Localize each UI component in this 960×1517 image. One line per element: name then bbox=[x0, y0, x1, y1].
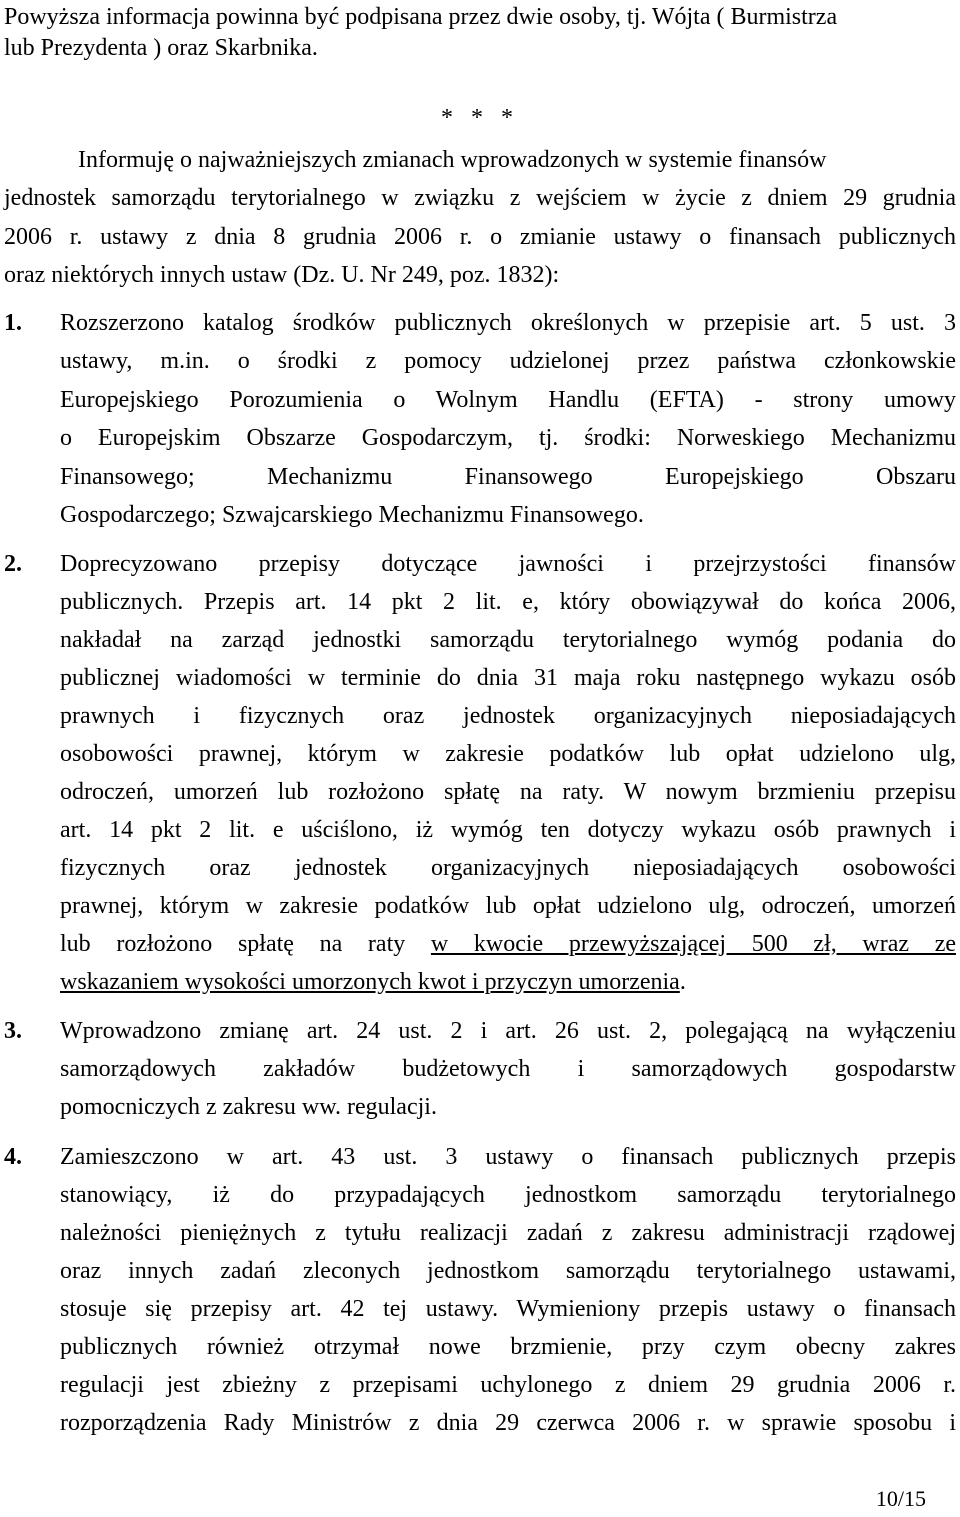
item-2-number: 2. bbox=[4, 551, 22, 577]
item-2-line-underlined-mixed bbox=[60, 929, 956, 959]
item-1-line: Gospodarczego; Szwajcarskiego Mechanizmu Finansowego. bbox=[60, 502, 644, 528]
item-1-line: Rozszerzono katalog środków publicznych określonych w przepisie art. 5 ust. 3 bbox=[60, 310, 956, 336]
item-1-line: Finansowego; Mechanizmu Finansowego Europejskiego Obszaru bbox=[60, 464, 956, 490]
item-1-number: 1. bbox=[4, 310, 22, 336]
header-line-3: 2006 r. ustawy z dnia 8 grudnia 2006 r. o zmianie ustawy o finansach publicznych bbox=[4, 224, 956, 250]
item-2-line: art. 14 pkt 2 lit. e uściślono, iż wymóg ten dotyczy wykazu osób prawnych i bbox=[60, 817, 956, 843]
item-3-line: pomocniczych z zakresu ww. regulacji. bbox=[60, 1094, 437, 1120]
item-4-line: rozporządzenia Rady Ministrów z dnia 29 czerwca 2006 r. w sprawie sposobu i bbox=[60, 1410, 956, 1436]
item-4-number: 4. bbox=[4, 1144, 22, 1170]
item-2-line-tail: . bbox=[679, 969, 686, 995]
item-3-line: samorządowych zakładów budżetowych i samorządowych gospodarstw bbox=[60, 1056, 956, 1082]
header-line-4: oraz niektórych innych ustaw (Dz. U. Nr 249, poz. 1832): bbox=[4, 262, 560, 288]
item-1-line: ustawy, m.in. o środki z pomocy udzielonej przez państwa członkowskie bbox=[60, 348, 956, 374]
item-4-line: Zamieszczono w art. 43 ust. 3 ustawy o finansach publicznych przepis bbox=[60, 1144, 956, 1170]
header-line-2: jednostek samorządu terytorialnego w związku z wejściem w życie z dniem 29 grudnia bbox=[4, 185, 956, 211]
intro-line-1: Powyższa informacja powinna być podpisana przez dwie osoby, tj. Wójta ( Burmistrza bbox=[4, 4, 838, 30]
item-1-line: Europejskiego Porozumienia o Wolnym Handlu (EFTA) - strony umowy bbox=[60, 387, 956, 413]
header-line-1: Informuję o najważniejszych zmianach wprowadzonych w systemie finansów bbox=[78, 147, 827, 173]
item-2-line-plain-part: lub rozłożono spłatę na raty bbox=[60, 931, 431, 957]
item-4-line: stosuje się przepisy art. 42 tej ustawy. Wymieniony przepis ustawy o finansach bbox=[60, 1296, 956, 1322]
item-2-line: nakładał na zarząd jednostki samorządu terytorialnego wymóg podania do bbox=[60, 627, 956, 653]
item-2-line-underlined bbox=[60, 967, 956, 997]
item-4-line: publicznych również otrzymał nowe brzmienie, przy czym obecny zakres bbox=[60, 1334, 956, 1360]
item-3-number: 3. bbox=[4, 1018, 22, 1044]
item-2-line: fizycznych oraz jednostek organizacyjnych nieposiadających osobowości bbox=[60, 855, 956, 881]
item-4-line: należności pieniężnych z tytułu realizacji zadań z zakresu administracji rządowej bbox=[60, 1220, 956, 1246]
item-2-line: prawnych i fizycznych oraz jednostek organizacyjnych nieposiadających bbox=[60, 703, 956, 729]
item-4-line: oraz innych zadań zleconych jednostkom samorządu terytorialnego ustawami, bbox=[60, 1258, 956, 1284]
item-2-line: odroczeń, umorzeń lub rozłożono spłatę na raty. W nowym brzmieniu przepisu bbox=[60, 779, 956, 805]
item-3-line: Wprowadzono zmianę art. 24 ust. 2 i art. 26 ust. 2, polegającą na wyłączeniu bbox=[60, 1018, 956, 1044]
item-2-underlined-part: wskazaniem wysokości umorzonych kwot i przyczyn umorzenia bbox=[60, 969, 680, 995]
item-2-line: Doprecyzowano przepisy dotyczące jawności i przejrzystości finansów bbox=[60, 551, 956, 577]
item-2-line: prawnej, którym w zakresie podatków lub opłat udzielono ulg, odroczeń, umorzeń bbox=[60, 893, 956, 919]
item-2-line: osobowości prawnej, którym w zakresie podatków lub opłat udzielono ulg, bbox=[60, 741, 956, 767]
section-separator: * * * bbox=[441, 105, 519, 131]
item-1-line: o Europejskim Obszarze Gospodarczym, tj. środki: Norweskiego Mechanizmu bbox=[60, 425, 956, 451]
item-2-line: publicznych. Przepis art. 14 pkt 2 lit. e, który obowiązywał do końca 2006, bbox=[60, 589, 956, 615]
page-number: 10/15 bbox=[875, 1486, 926, 1511]
item-2-line: publicznej wiadomości w terminie do dnia 31 maja roku następnego wykazu osób bbox=[60, 665, 956, 691]
item-4-line: regulacji jest zbieżny z przepisami uchylonego z dniem 29 grudnia 2006 r. bbox=[60, 1372, 956, 1398]
item-4-line: stanowiący, iż do przypadających jednostkom samorządu terytorialnego bbox=[60, 1182, 956, 1208]
item-2-underlined-part: w kwocie przewyższającej 500 zł, wraz ze bbox=[430, 931, 957, 957]
intro-line-2: lub Prezydenta ) oraz Skarbnika. bbox=[4, 35, 318, 61]
